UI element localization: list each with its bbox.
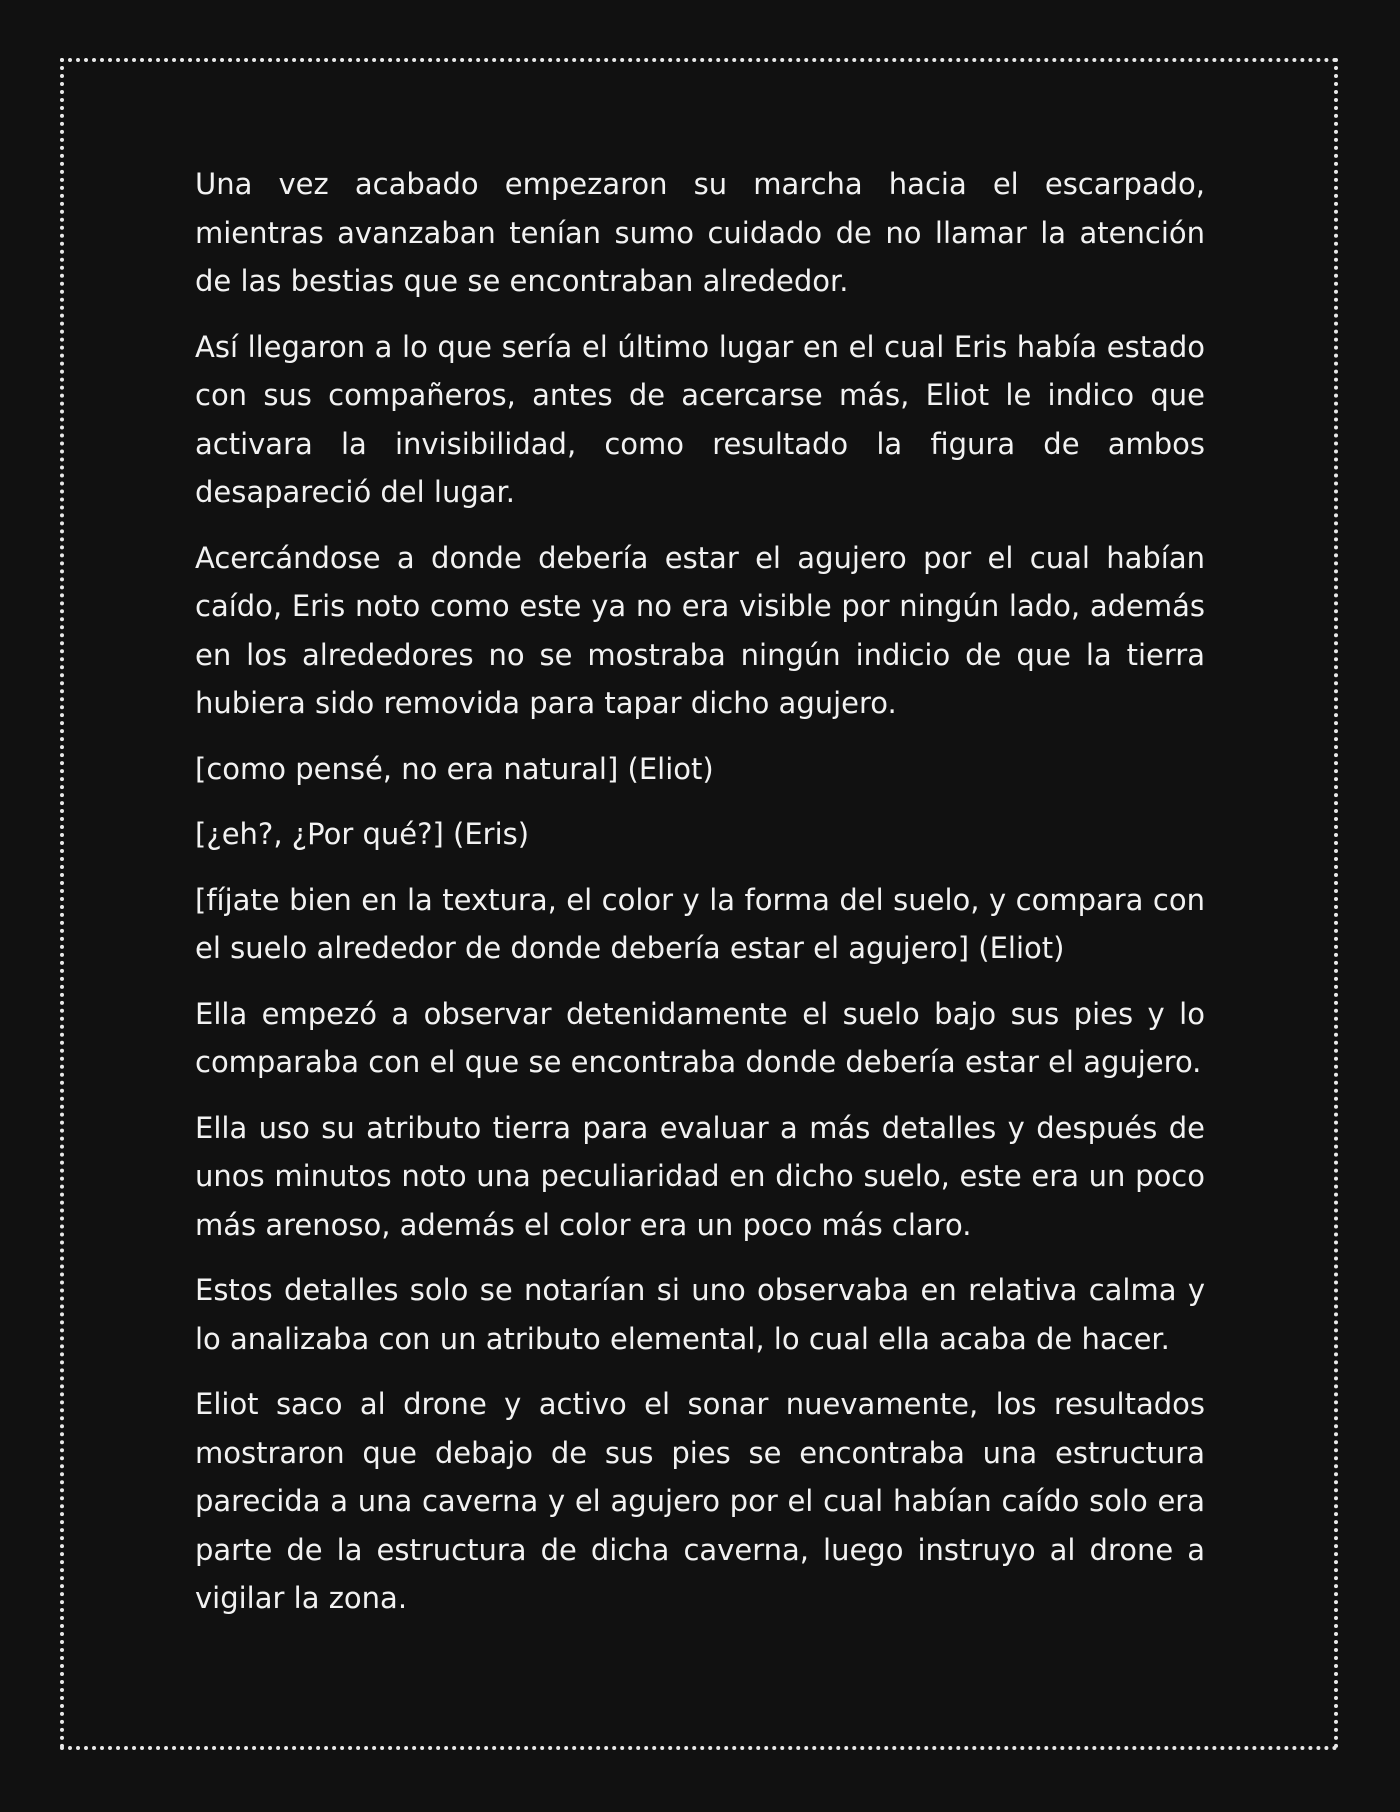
paragraph-10: Eliot saco al drone y activo el sonar nuevamente, los resultados mostraron que debajo de sus pies se encontraba una estructura parecida a una caverna y el agujero por el cual habían caído solo era parte de la estructura de dicha caverna, luego instruyo al drone a vigilar la zona. bbox=[195, 1387, 1205, 1615]
paragraph-3: Acercándose a donde debería estar el agujero por el cual habían caído, Eris noto como este ya no era visible por ningún lado, además en los alrededores no se mostraba ningún indicio de que la tierra hubiera sido removida para tapar dicho agujero. bbox=[195, 540, 1205, 720]
dialogue-eliot-2: [fíjate bien en la textura, el color y la forma del suelo, y compara con el suelo alrededor de donde debería estar el agujero] (Eliot) bbox=[195, 882, 1205, 965]
paragraph-8: Ella uso su atributo tierra para evaluar a más detalles y después de unos minutos noto una peculiaridad en dicho suelo, este era un poco más arenoso, además el color era un poco más claro. bbox=[195, 1110, 1205, 1242]
paragraph-7: Ella empezó a observar detenidamente el suelo bajo sus pies y lo comparaba con el que se encontraba donde debería estar el agujero. bbox=[195, 996, 1205, 1079]
paragraph-9: Estos detalles solo se notarían si uno observaba en relativa calma y lo analizaba con un atributo elemental, lo cual ella acaba de hacer. bbox=[195, 1273, 1205, 1356]
paragraph-2: Así llegaron a lo que sería el último lugar en el cual Eris había estado con sus compañeros, antes de acercarse más, Eliot le indico que activara la invisibilidad, como resultado la figura de ambos desapareció del lugar. bbox=[195, 329, 1205, 509]
dialogue-eliot-1: [como pensé, no era natural] (Eliot) bbox=[195, 751, 714, 786]
story-text bbox=[195, 160, 1205, 1640]
dialogue-eris-1: [¿eh?, ¿Por qué?] (Eris) bbox=[195, 817, 530, 851]
paragraph-1: Una vez acabado empezaron su marcha hacia el escarpado, mientras avanzaban tenían sumo cuidado de no llamar la atención de las bestias que se encontraban alrededor. bbox=[195, 167, 1205, 298]
